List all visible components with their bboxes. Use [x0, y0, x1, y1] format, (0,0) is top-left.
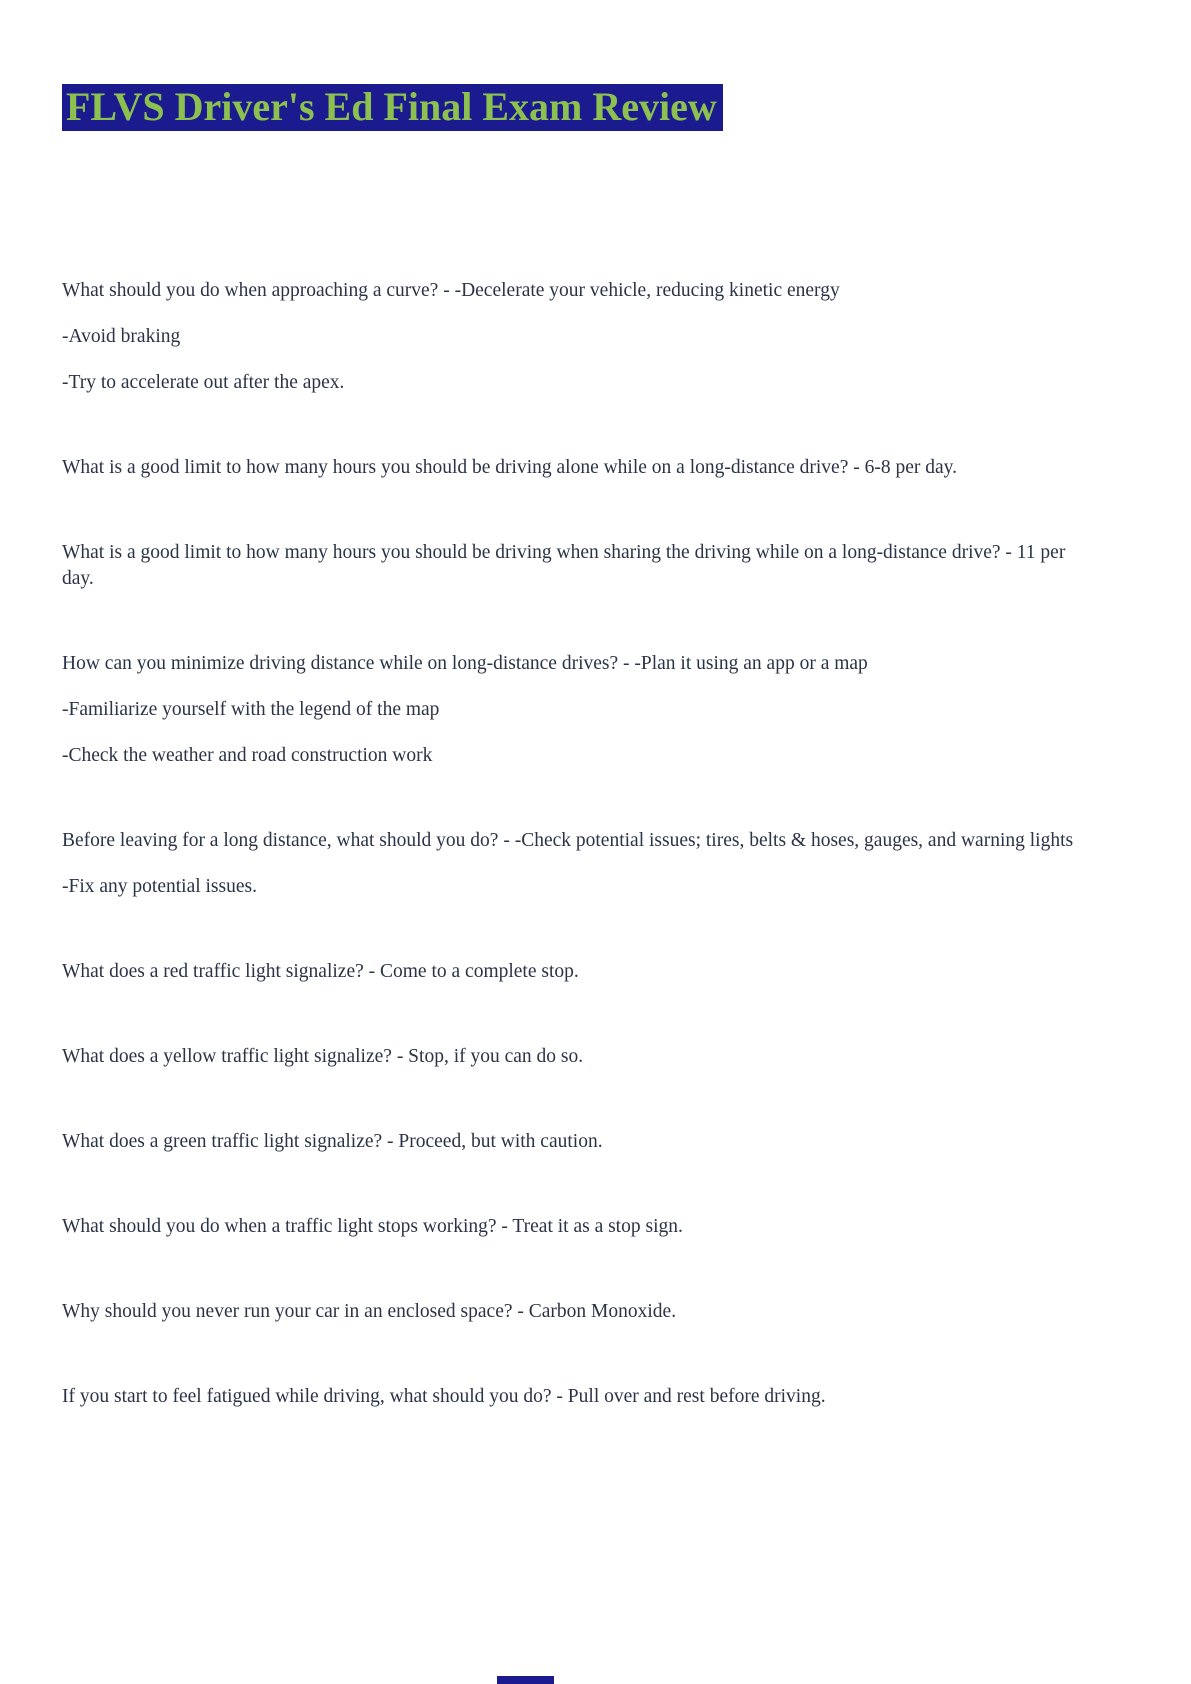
- qa-paragraph: -Fix any potential issues.: [62, 876, 257, 897]
- qa-paragraph: -Check the weather and road construction work: [62, 745, 433, 766]
- qa-paragraph: How can you minimize driving distance while on long-distance drives? - -Plan it using an app or a map: [62, 653, 868, 674]
- qa-paragraph: -Avoid braking: [62, 326, 181, 347]
- qa-paragraph: What is a good limit to how many hours you should be driving when sharing the driving while on a long-distance drive? - 11 per day.: [62, 542, 1066, 589]
- qa-paragraph: Why should you never run your car in an enclosed space? - Carbon Monoxide.: [62, 1301, 677, 1322]
- qa-item: [62, 1129, 1080, 1155]
- qa-paragraph: What is a good limit to how many hours you should be driving alone while on a long-distance drive? - 6-8 per day.: [62, 457, 958, 478]
- qa-paragraph: What should you do when a traffic light stops working? - Treat it as a stop sign.: [62, 1216, 683, 1237]
- qa-item: [62, 1044, 1080, 1070]
- qa-item: [62, 651, 1080, 769]
- next-section-heading-sliver: [497, 1676, 554, 1684]
- qa-paragraph: What does a green traffic light signalize? - Proceed, but with caution.: [62, 1131, 603, 1152]
- qa-item: [62, 959, 1080, 985]
- qa-paragraph: Before leaving for a long distance, what should you do? - -Check potential issues; tires, belts & hoses, gauges, and warning lights: [62, 830, 1074, 851]
- page-title-highlight: FLVS Driver's Ed Final Exam Review: [62, 84, 723, 131]
- qa-item: [62, 278, 1080, 396]
- qa-item: [62, 455, 1080, 481]
- qa-paragraph: If you start to feel fatigued while driving, what should you do? - Pull over and rest before driving.: [62, 1386, 826, 1407]
- qa-item: [62, 1214, 1080, 1240]
- document-page: [62, 84, 1128, 1410]
- page-title: [62, 84, 1128, 131]
- qa-paragraph: -Familiarize yourself with the legend of the map: [62, 699, 440, 720]
- qa-paragraph: What does a yellow traffic light signalize? - Stop, if you can do so.: [62, 1046, 584, 1067]
- qa-item: [62, 828, 1080, 900]
- qa-item: [62, 1299, 1080, 1325]
- qa-list: [62, 278, 1080, 1410]
- qa-item: [62, 540, 1080, 592]
- qa-paragraph: What does a red traffic light signalize? - Come to a complete stop.: [62, 961, 579, 982]
- qa-paragraph: -Try to accelerate out after the apex.: [62, 372, 345, 393]
- qa-paragraph: What should you do when approaching a curve? - -Decelerate your vehicle, reducing kinetic energy: [62, 280, 840, 301]
- qa-item: [62, 1384, 1080, 1410]
